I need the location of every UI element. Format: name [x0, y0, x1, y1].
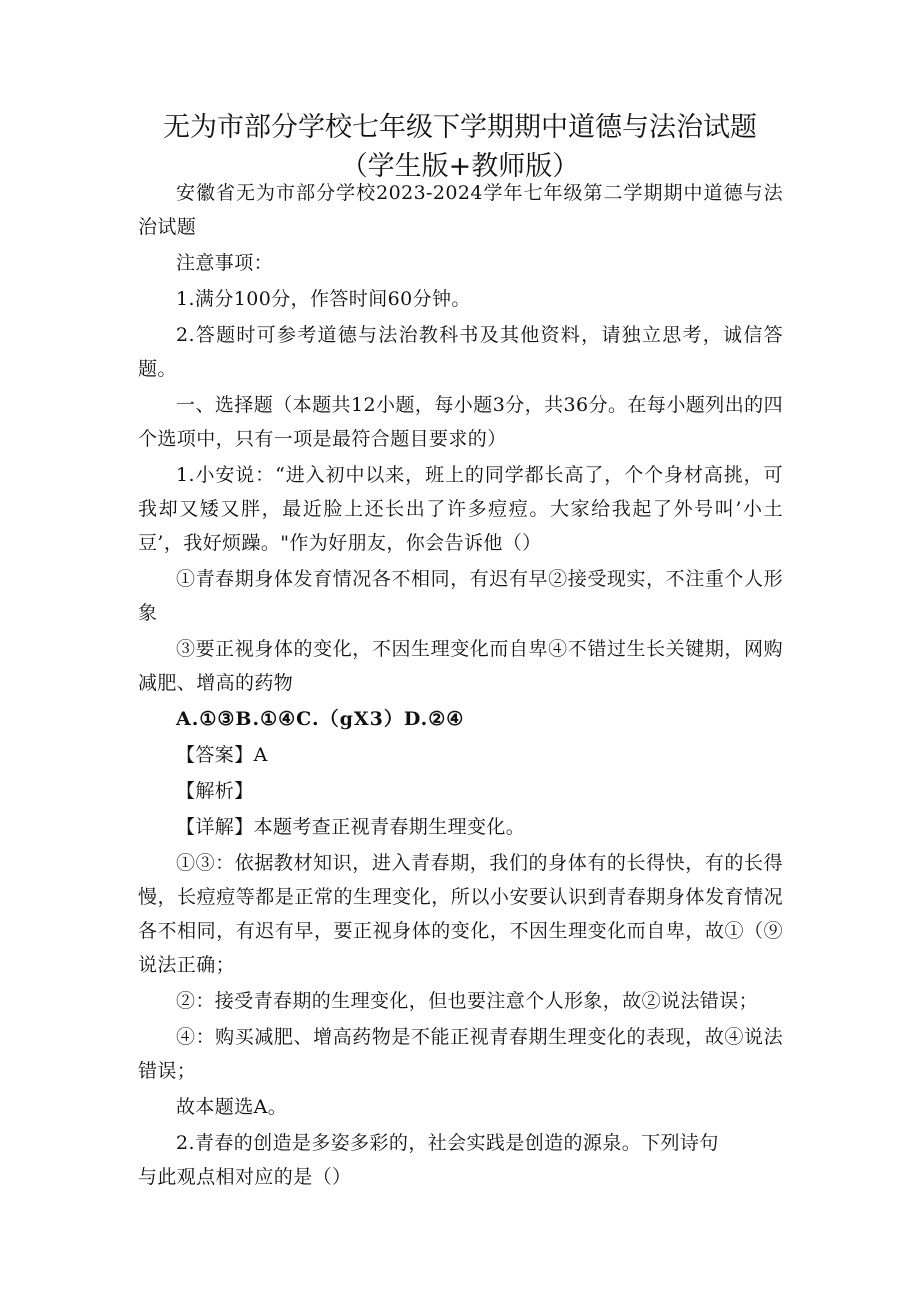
- notice-item-1: 1.满分100分，作答时间60分钟。: [176, 288, 471, 310]
- document-body: [138, 176, 783, 1194]
- section-heading: 一、选择题（本题共12小题，每小题3分，共36分。在每小题列出的四个选项中，只有一项是最符合题目要求的）: [138, 394, 783, 450]
- notice-item-2: 2.答题时可参考道德与法治教科书及其他资料，请独立思考，诚信答题。: [138, 324, 783, 380]
- question-1-explanation-4: ④：购买减肥、增高药物是不能正视青春期生理变化的表现，故④说法错误；: [138, 1026, 783, 1082]
- question-1-explanation-2: ②：接受青春期的生理变化，但也要注意个人形象，故②说法错误；: [176, 990, 759, 1012]
- question-1-choices: A.①③B.①④C.（gX3）D.②④: [176, 708, 465, 730]
- notice-heading: 注意事项：: [176, 252, 274, 274]
- question-1-analysis-label: 【解析】: [176, 780, 254, 802]
- question-1-answer: 【答案】A: [176, 744, 268, 766]
- question-1-stem: 1.小安说：“进入初中以来，班上的同学都长高了，个个身材高挑，可我却又矮又胖，最近脸上还长出了许多痘痘。大家给我起了外号叫’小土豆’，我好烦躁。"作为好朋友，你会告诉他（）: [138, 464, 783, 554]
- question-1-conclusion: 故本题选A。: [176, 1096, 288, 1118]
- question-1-statements-1-2: ①青春期身体发育情况各不相同，有迟有早②接受现实，不注重个人形象: [138, 568, 783, 624]
- question-1-explanation-1-3: ①③：依据教材知识，进入青春期，我们的身体有的长得快，有的长得慢，长痘痘等都是正常的生理变化，所以小安要认识到青春期身体发育情况各不相同，有迟有早，要正视身体的变化，不因生理变化而自卑，故①（⑨说法正确；: [138, 852, 783, 976]
- question-1-statements-3-4: ③要正视身体的变化，不因生理变化而自卑④不错过生长关键期，网购减肥、增高的药物: [138, 638, 783, 694]
- question-2-stem: 2.青春的创造是多姿多彩的，社会实践是创造的源泉。下列诗句与此观点相对应的是（）: [138, 1132, 719, 1188]
- exam-subtitle: 安徽省无为市部分学校2023-2024学年七年级第二学期期中道德与法治试题: [138, 182, 783, 238]
- document-title: 无为市部分学校七年级下学期期中道德与法治试题（学生版+教师版）: [163, 112, 757, 182]
- question-1-detail: 【详解】本题考查正视青春期生理变化。: [176, 816, 526, 838]
